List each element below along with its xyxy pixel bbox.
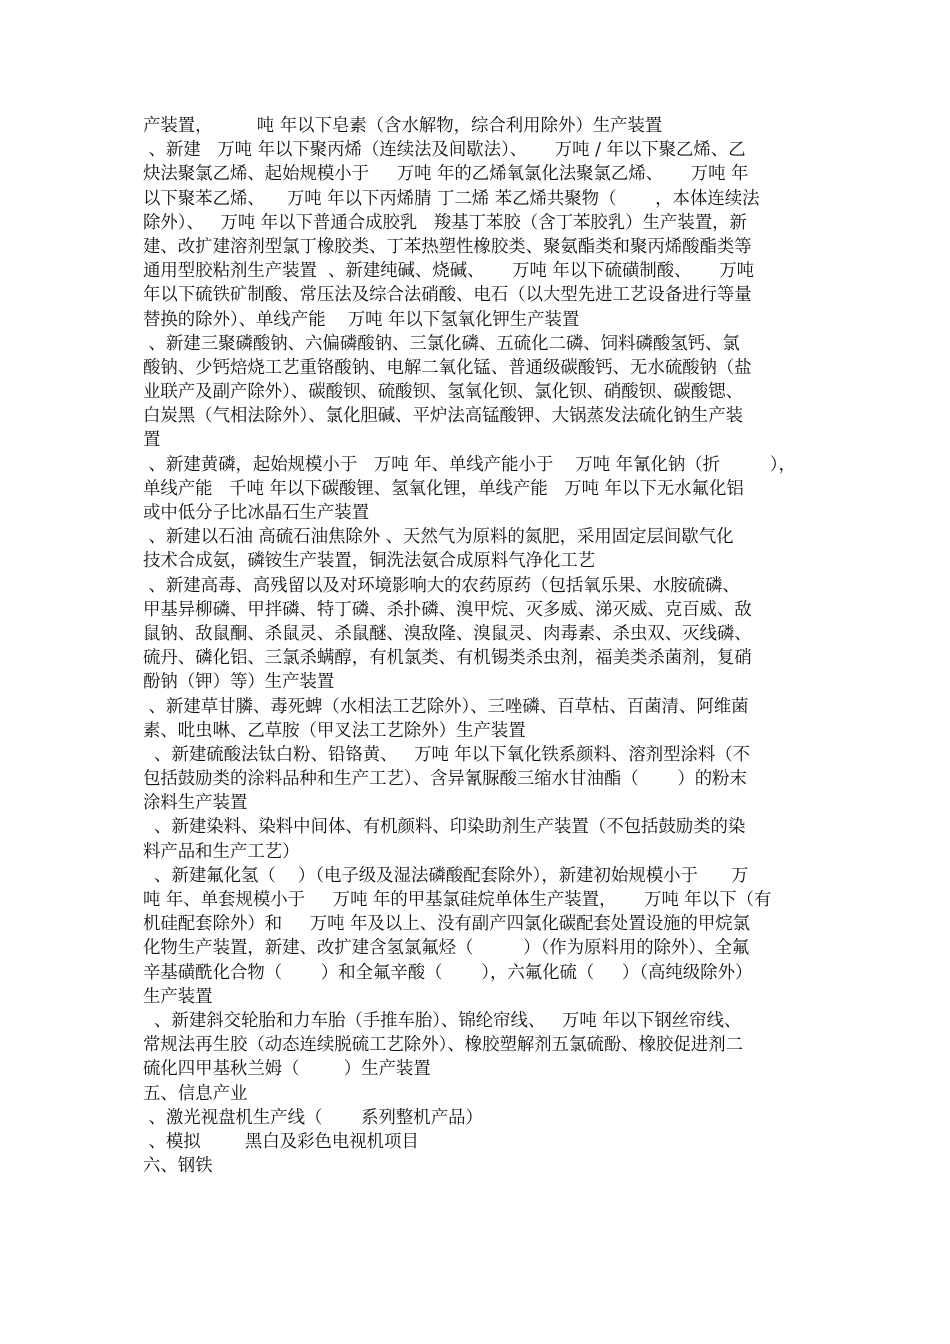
text-line: 白炭黑（气相法除外）、氯化胆碱、平炉法高锰酸钾、大锅蒸发法硫化钠生产装	[143, 406, 743, 427]
text-line: 业联产及副产除外）、碳酸钡、硫酸钡、氢氧化钡、氯化钡、硝酸钡、碳酸锶、	[143, 382, 743, 403]
text-line: 、新建 万吨 年以下聚丙烯（连续法及间歇法）、 万吨 / 年以下聚乙烯、乙	[143, 140, 746, 161]
text-line: 、激光视盘机生产线（ 系列整机产品）	[143, 1107, 483, 1128]
text-line: 、新建硫酸法钛白粉、铅铬黄、 万吨 年以下氧化铁系颜料、溶剂型涂料（不	[143, 744, 751, 765]
text-line: 硫丹、磷化铝、三氯杀螨醇，有机氯类、有机锡类杀虫剂，福美类杀菌剂，复硝	[143, 648, 752, 669]
text-line: 硫化四甲基秋兰姆（ ）生产装置	[143, 1059, 431, 1080]
text-line: 素、吡虫啉、乙草胺（甲叉法工艺除外）生产装置	[143, 720, 526, 741]
text-line: 除外）、 万吨 年以下普通合成胶乳 羧基丁苯胶（含丁苯胶乳）生产装置，新	[143, 212, 747, 233]
text-line: 替换的除外）、单线产能 万吨 年以下氢氧化钾生产装置	[143, 309, 580, 330]
text-line: 产装置， 吨 年以下皂素（含水解物，综合利用除外）生产装置	[143, 116, 663, 136]
section-heading-steel: 六、钢铁	[143, 1156, 213, 1177]
text-line: 常规法再生胶（动态连续脱硫工艺除外）、橡胶塑解剂五氯硫酚、橡胶促进剂二	[143, 1035, 743, 1056]
text-line: 炔法聚氯乙烯、起始规模小于 万吨 年的乙烯氧氯化法聚氯乙烯、 万吨 年	[143, 164, 749, 185]
text-line: 化物生产装置，新建、改扩建含氢氯氟烃（ ）（作为原料用的除外）、全氟	[143, 938, 750, 959]
text-line: 年以下硫铁矿制酸、常压法及综合法硝酸、电石（以大型先进工艺设备进行等量	[143, 285, 752, 306]
text-line: 甲基异柳磷、甲拌磷、特丁磷、杀扑磷、溴甲烷、灭多威、涕灭威、克百威、敌	[143, 599, 752, 620]
text-line: 或中低分子比冰晶石生产装置	[143, 503, 370, 523]
document-body	[143, 114, 815, 1178]
text-line: 、新建三聚磷酸钠、六偏磷酸钠、三氯化磷、五硫化二磷、饲料磷酸氢钙、氯	[143, 333, 740, 354]
text-line: 、新建氟化氢（ ）（电子级及湿法磷酸配套除外），新建初始规模小于 万	[143, 865, 749, 886]
text-line: 建、改扩建溶剂型氯丁橡胶类、丁苯热塑性橡胶类、聚氨酯类和聚丙烯酸酯类等	[143, 236, 752, 257]
text-line: 以下聚苯乙烯、 万吨 年以下丙烯腈 丁二烯 苯乙烯共聚物（ ，本体连续法	[143, 188, 760, 209]
text-line: 通用型胶粘剂生产装置 、新建纯碱、烧碱、 万吨 年以下硫磺制酸、 万吨	[143, 261, 754, 282]
text-line: 酸钠、少钙焙烧工艺重铬酸钠、电解二氧化锰、普通级碳酸钙、无水硫酸钠（盐	[143, 357, 752, 378]
text-line: 、模拟 黑白及彩色电视机项目	[143, 1131, 419, 1152]
text-line: 、新建染料、染料中间体、有机颜料、印染助剂生产装置（不包括鼓励类的染	[143, 817, 746, 838]
text-line: 、新建高毒、高残留以及对环境影响大的农药原药（包括氧乐果、水胺硫磷、	[143, 575, 740, 596]
text-line: 吨 年、单套规模小于 万吨 年的甲基氯硅烷单体生产装置， 万吨 年以下（有	[143, 890, 772, 910]
text-line: 涂料生产装置	[143, 793, 248, 814]
text-line: 技术合成氨，磷铵生产装置，铜洗法氨合成原料气净化工艺	[143, 551, 596, 572]
text-line: 酚钠（钾）等）生产装置	[143, 672, 335, 693]
text-line: 单线产能 千吨 年以下碳酸锂、氢氧化锂，单线产能 万吨 年以下无水氟化铝	[143, 478, 744, 499]
text-line: 、新建黄磷，起始规模小于 万吨 年、单线产能小于 万吨 年氰化钠（折 ），	[143, 454, 796, 475]
text-line: 生产装置	[143, 986, 213, 1007]
text-line: 包括鼓励类的涂料品种和生产工艺）、含异氰脲酸三缩水甘油酯（ ）的粉末	[143, 769, 747, 790]
text-line: 鼠钠、敌鼠酮、杀鼠灵、杀鼠醚、溴敌隆、溴鼠灵、肉毒素、杀虫双、灭线磷、	[143, 623, 752, 644]
text-line: 置	[143, 430, 161, 451]
text-line: 辛基磺酰化合物（ ）和全氟辛酸（ ），六氟化硫（ ）（高纯级除外）	[143, 962, 753, 983]
text-line: 机硅配套除外）和 万吨 年及以上、没有副产四氯化碳配套处置设施的甲烷氯	[143, 914, 751, 935]
section-heading-info-industry: 五、信息产业	[143, 1083, 248, 1104]
text-line: 料产品和生产工艺）	[143, 841, 300, 862]
text-line: 、新建斜交轮胎和力车胎（手推车胎）、锦纶帘线、 万吨 年以下钢丝帘线、	[143, 1010, 742, 1031]
text-line: 、新建以石油 高硫石油焦除外 、天然气为原料的氮肥，采用固定层间歇气化	[143, 527, 734, 548]
text-line: 、新建草甘膦、毒死蜱（水相法工艺除外）、三唑磷、百草枯、百菌清、阿维菌	[143, 696, 749, 717]
